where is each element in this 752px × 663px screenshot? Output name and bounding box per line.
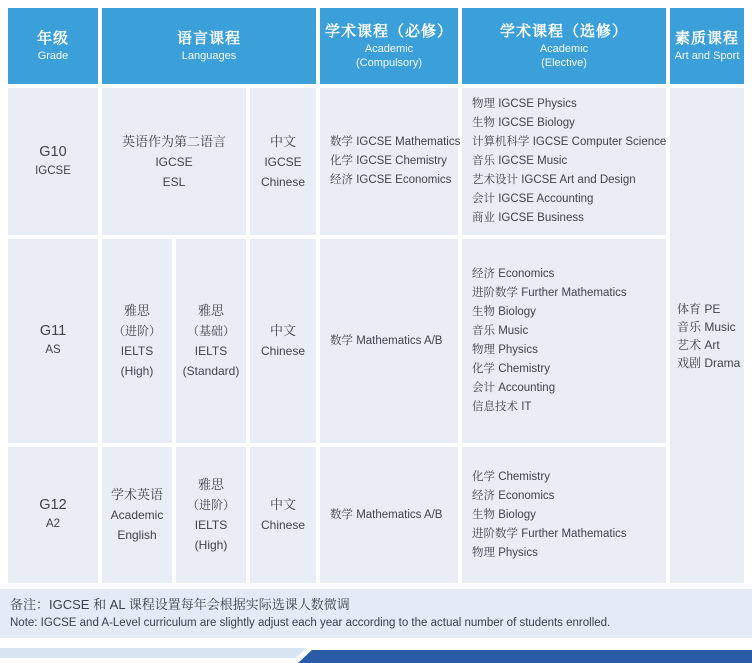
text-line: IELTS (194, 518, 228, 532)
g10-elective-cell (462, 88, 666, 235)
text-line: 化学 IGCSE Chemistry (330, 155, 447, 167)
text-line: 物理 Physics (472, 546, 538, 559)
text-line: 学术英语 (110, 487, 163, 502)
text-line: Chinese (260, 518, 306, 532)
text-line: 雅思 (123, 303, 150, 318)
footer-decoration (0, 638, 752, 663)
text-line: Chinese (260, 344, 306, 358)
text-line: IGCSE (264, 154, 302, 169)
text-line: 商业 IGCSE Business (472, 212, 584, 224)
text-line: 信息技术 IT (472, 401, 532, 413)
text-line: 物理 Physics (472, 344, 538, 356)
text-line: (High) (194, 538, 228, 552)
note-text-zh: 备注：IGCSE 和 AL 课程设置每年会根据实际选课人数微调 (10, 597, 350, 612)
text-line: 中文 (269, 133, 296, 149)
g12-ielts-high-cell (176, 447, 246, 583)
text-line: 会计 Accounting (472, 382, 556, 394)
text-line: IGCSE (35, 164, 71, 177)
text-line: Chinese (260, 174, 306, 189)
note-box (0, 589, 752, 638)
text-line: 数学 Mathematics A/B (330, 334, 443, 347)
text-line: A2 (45, 518, 61, 530)
text-line: 生物 Biology (472, 508, 536, 521)
text-line: 艺术 Art (677, 337, 720, 352)
text-line: 生物 IGCSE Biology (472, 117, 575, 129)
text-line: IELTS (194, 344, 228, 358)
header-grade-en: Grade (37, 50, 69, 62)
text-line: G12 (39, 497, 67, 513)
text-line: 中文 (269, 323, 296, 338)
g12-chinese-cell (250, 447, 316, 583)
g10-chinese-cell (250, 88, 316, 235)
text-line: （进阶） (186, 498, 235, 512)
g12-grade-cell (8, 447, 98, 583)
text-line: 化学 Chemistry (472, 470, 550, 483)
text-line: 戏剧 Drama (677, 355, 741, 370)
g10-compulsory-cell (320, 88, 461, 235)
decor-bar-light (0, 648, 306, 658)
header-academic-elective (462, 8, 666, 84)
text-line: 音乐 IGCSE Music (472, 155, 568, 167)
header-art-sport (670, 8, 744, 84)
text-line: English (117, 528, 157, 542)
text-line: 进阶数学 Further Mathematics (472, 287, 627, 299)
header-elective-en1: Academic (539, 43, 589, 55)
g11-grade-cell (8, 239, 98, 443)
text-line: 音乐 Music (677, 319, 736, 334)
header-art-en: Art and Sport (674, 50, 740, 62)
header-languages-en: Languages (181, 50, 237, 62)
text-line: G11 (39, 323, 67, 339)
text-line: 雅思 (197, 477, 224, 492)
text-line: 经济 Economics (472, 489, 555, 502)
g10-grade-cell (8, 88, 98, 235)
text-line: IGCSE (155, 154, 193, 169)
text-line: 经济 Economics (472, 268, 555, 280)
g11-ielts-high-cell (102, 239, 172, 443)
text-line: 化学 Chemistry (472, 363, 550, 375)
text-line: IELTS (120, 344, 154, 358)
g11-elective-cell (462, 239, 666, 443)
text-line: (Standard) (182, 364, 240, 378)
header-compulsory-en1: Academic (364, 43, 414, 55)
text-line: 物理 IGCSE Physics (472, 98, 577, 110)
text-line: （进阶） (112, 324, 161, 338)
text-line: 经济 IGCSE Economics (330, 174, 452, 186)
text-line: （基础） (186, 324, 235, 338)
header-grade (8, 8, 98, 84)
header-languages (102, 8, 316, 84)
g12-compulsory-cell (320, 447, 458, 583)
header-compulsory-zh: 学术课程（必修） (324, 23, 453, 40)
header-compulsory-en2: (Compulsory) (355, 57, 422, 69)
g12-elective-cell (462, 447, 666, 583)
text-line: AS (45, 344, 61, 356)
text-line: 雅思 (197, 303, 224, 318)
text-line: 中文 (269, 497, 296, 512)
text-line: 音乐 Music (472, 325, 529, 337)
text-line: 数学 Mathematics A/B (330, 508, 443, 521)
text-line: G10 (39, 143, 67, 160)
art-sport-cell (670, 88, 744, 583)
header-languages-zh: 语言课程 (176, 30, 241, 47)
text-line: 会计 IGCSE Accounting (472, 193, 594, 205)
text-line: 体育 PE (677, 301, 721, 316)
text-line: 数学 IGCSE Mathematics (330, 136, 461, 148)
header-academic-compulsory (320, 8, 458, 84)
g11-compulsory-cell (320, 239, 458, 443)
text-line: 艺术设计 IGCSE Art and Design (472, 174, 636, 186)
text-line: 英语作为第二语言 (121, 133, 226, 149)
g11-chinese-cell (250, 239, 316, 443)
note-text-en: Note: IGCSE and A-Level curriculum are slightly adjust each year according to the actual number of students enrolled. (10, 617, 611, 629)
text-line: (High) (120, 364, 154, 378)
text-line: 生物 Biology (472, 306, 536, 318)
header-elective-en2: (Elective) (541, 57, 587, 69)
g11-ielts-standard-cell (176, 239, 246, 443)
g10-esl-cell (102, 88, 246, 235)
text-line: 进阶数学 Further Mathematics (472, 527, 627, 540)
text-line: ESL (162, 174, 186, 189)
decor-bar-dark (298, 650, 752, 663)
g12-academic-english-cell (102, 447, 172, 583)
header-art-zh: 素质课程 (674, 30, 739, 47)
header-grade-zh: 年级 (36, 30, 69, 47)
text-line: 计算机科学 IGCSE Computer Science (472, 136, 667, 148)
text-line: Academic (110, 508, 164, 522)
header-elective-zh: 学术课程（选修） (499, 23, 628, 40)
